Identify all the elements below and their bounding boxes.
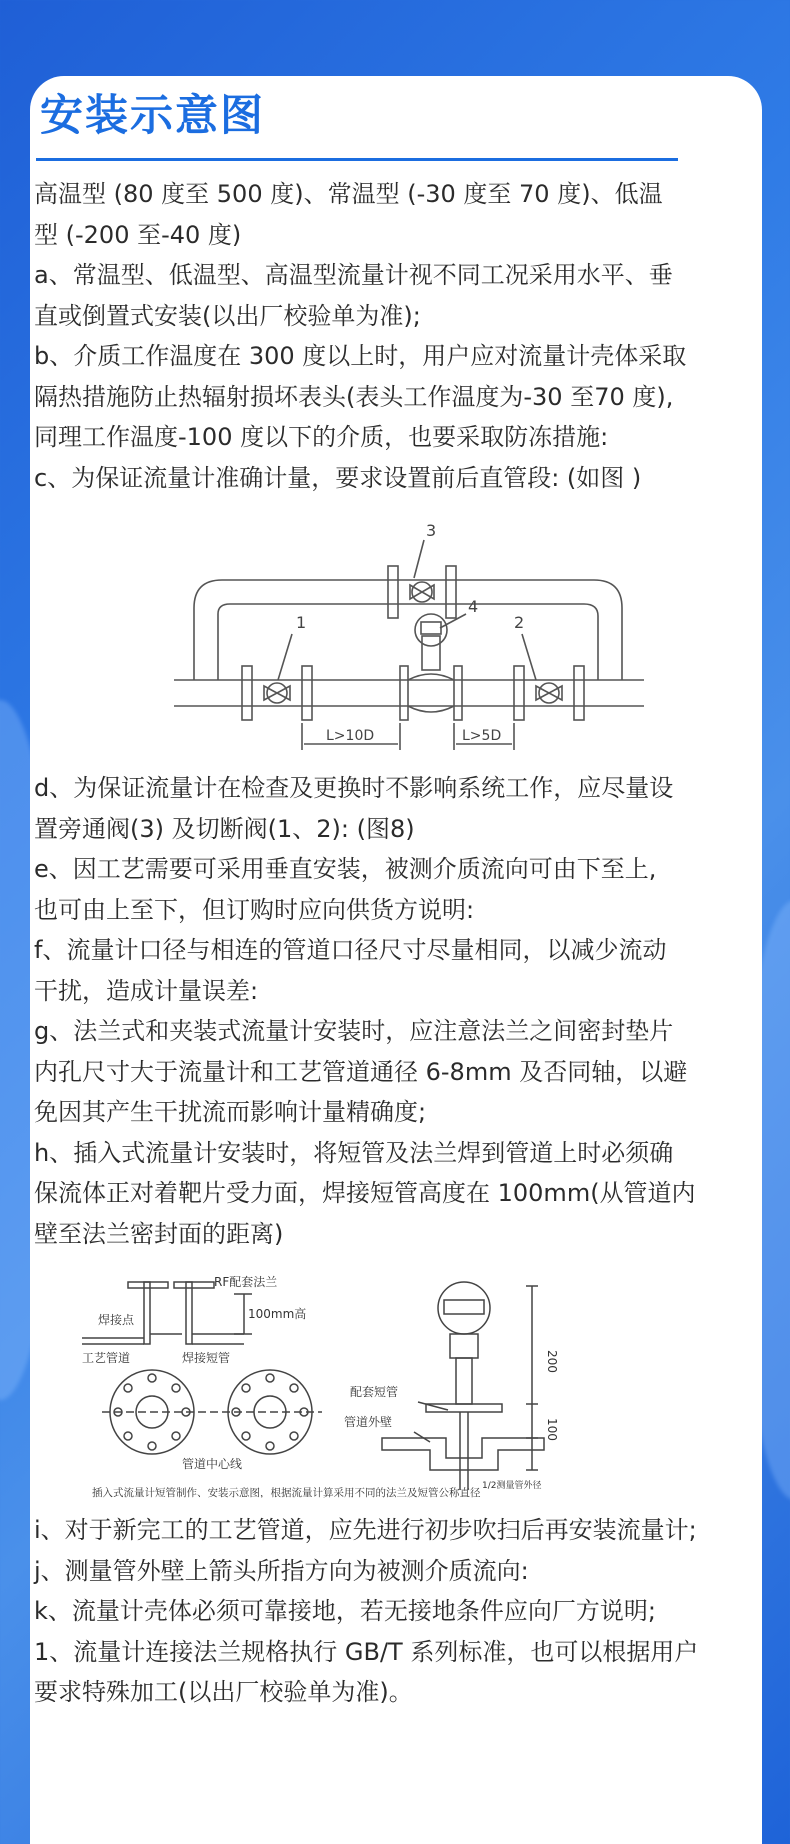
diagram-label: 1 (296, 613, 307, 632)
text-line: j、测量管外壁上箭头所指方向为被测介质流向: (34, 1556, 529, 1585)
text-line: 干扰，造成计量误差: (34, 976, 259, 1005)
text-line: 隔热措施防止热辐射损坏表头(表头工作温度为-30 至70 度), (34, 382, 674, 411)
diagram-label: 4 (468, 597, 479, 616)
text-line: i、对于新完工的工艺管道，应先进行初步吹扫后再安装流量计; (34, 1516, 697, 1544)
text-line: 要求特殊加工(以出厂校验单为准)。 (34, 1678, 413, 1706)
paragraph-group-a (34, 174, 734, 498)
article-body (34, 174, 734, 1713)
text-line: c、为保证流量计准确计量，要求设置前后直管段: (如图 ) (34, 463, 642, 492)
figure-caption: 插入式流量计短管制作、安装示意图，根据流量计算采用不同的法兰及短管公称直径 (92, 1487, 481, 1498)
dimension-label: L>5D (462, 728, 502, 744)
text-line: 型 (-200 至-40 度) (34, 220, 242, 249)
page-title: 安装示意图 (40, 91, 265, 141)
text-line: f、流量计口径与相连的管道口径尺寸尽量相同，以减少流动 (34, 936, 667, 964)
dimension-label: L>10D (326, 728, 375, 744)
diagram-label: 焊接短管 (182, 1351, 231, 1365)
text-line: 保流体正对着靶片受力面，焊接短管高度在 100mm(从管道内 (34, 1179, 696, 1207)
text-line: 也可由上至下，但订购时应向供货方说明: (34, 895, 475, 924)
diagram-label: 2 (514, 613, 525, 632)
bypass-installation-diagram (174, 518, 644, 758)
insertion-installation-diagram (82, 1274, 672, 1498)
text-line: 壁至法兰密封面的距离) (34, 1219, 284, 1248)
diagram-label: 焊接点 (98, 1313, 135, 1327)
text-line: d、为保证流量计在检查及更换时不影响系统工作，应尽量设 (34, 774, 674, 802)
text-line: 1、流量计连接法兰规格执行 GB/T 系列标准，也可以根据用户 (34, 1637, 699, 1666)
dimension-label: 100 (545, 1418, 559, 1441)
diagram-label: 工艺管道 (82, 1351, 131, 1365)
diagram-label: 管道外壁 (344, 1415, 393, 1429)
text-line: 同理工作温度-100 度以下的介质，也要采取防冻措施: (34, 423, 609, 451)
text-line: 置旁通阀(3) 及切断阀(1、2): (图8) (34, 814, 415, 843)
text-line: e、因工艺需要可采用垂直安装，被测介质流向可由下至上, (34, 855, 657, 883)
dimension-label: 1/2测量管外径 (482, 1481, 542, 1491)
diagram-label: 管道中心线 (182, 1457, 243, 1471)
text-line: 高温型 (80 度至 500 度)、常温型 (-30 度至 70 度)、低温 (34, 180, 663, 208)
diagram-label: 配套短管 (350, 1385, 399, 1399)
text-line: b、介质工作温度在 300 度以上时，用户应对流量计壳体采取 (34, 342, 687, 370)
text-line: 直或倒置式安装(以出厂校验单为准); (34, 301, 421, 330)
paragraph-group-c (34, 1510, 734, 1713)
text-line: k、流量计壳体必须可靠接地，若无接地条件应向厂方说明; (34, 1597, 656, 1625)
text-line: 内孔尺寸大于流量计和工艺管道通径 6-8mm 及否同轴，以避 (34, 1057, 688, 1086)
diagram-label: 3 (426, 521, 437, 540)
paragraph-group-b (34, 768, 734, 1254)
diagram-label: RF配套法兰 (214, 1275, 278, 1289)
text-line: h、插入式流量计安装时，将短管及法兰焊到管道上时必须确 (34, 1138, 674, 1167)
text-line: a、常温型、低温型、高温型流量计视不同工况采用水平、垂 (34, 261, 673, 289)
text-line: 免因其产生干扰流而影响计量精确度; (34, 1098, 427, 1126)
diagram-label: 100mm高 (248, 1307, 307, 1321)
text-line: g、法兰式和夹装式流量计安装时，应注意法兰之间密封垫片 (34, 1017, 674, 1045)
dimension-label: 200 (545, 1350, 559, 1373)
title-divider (36, 158, 678, 161)
